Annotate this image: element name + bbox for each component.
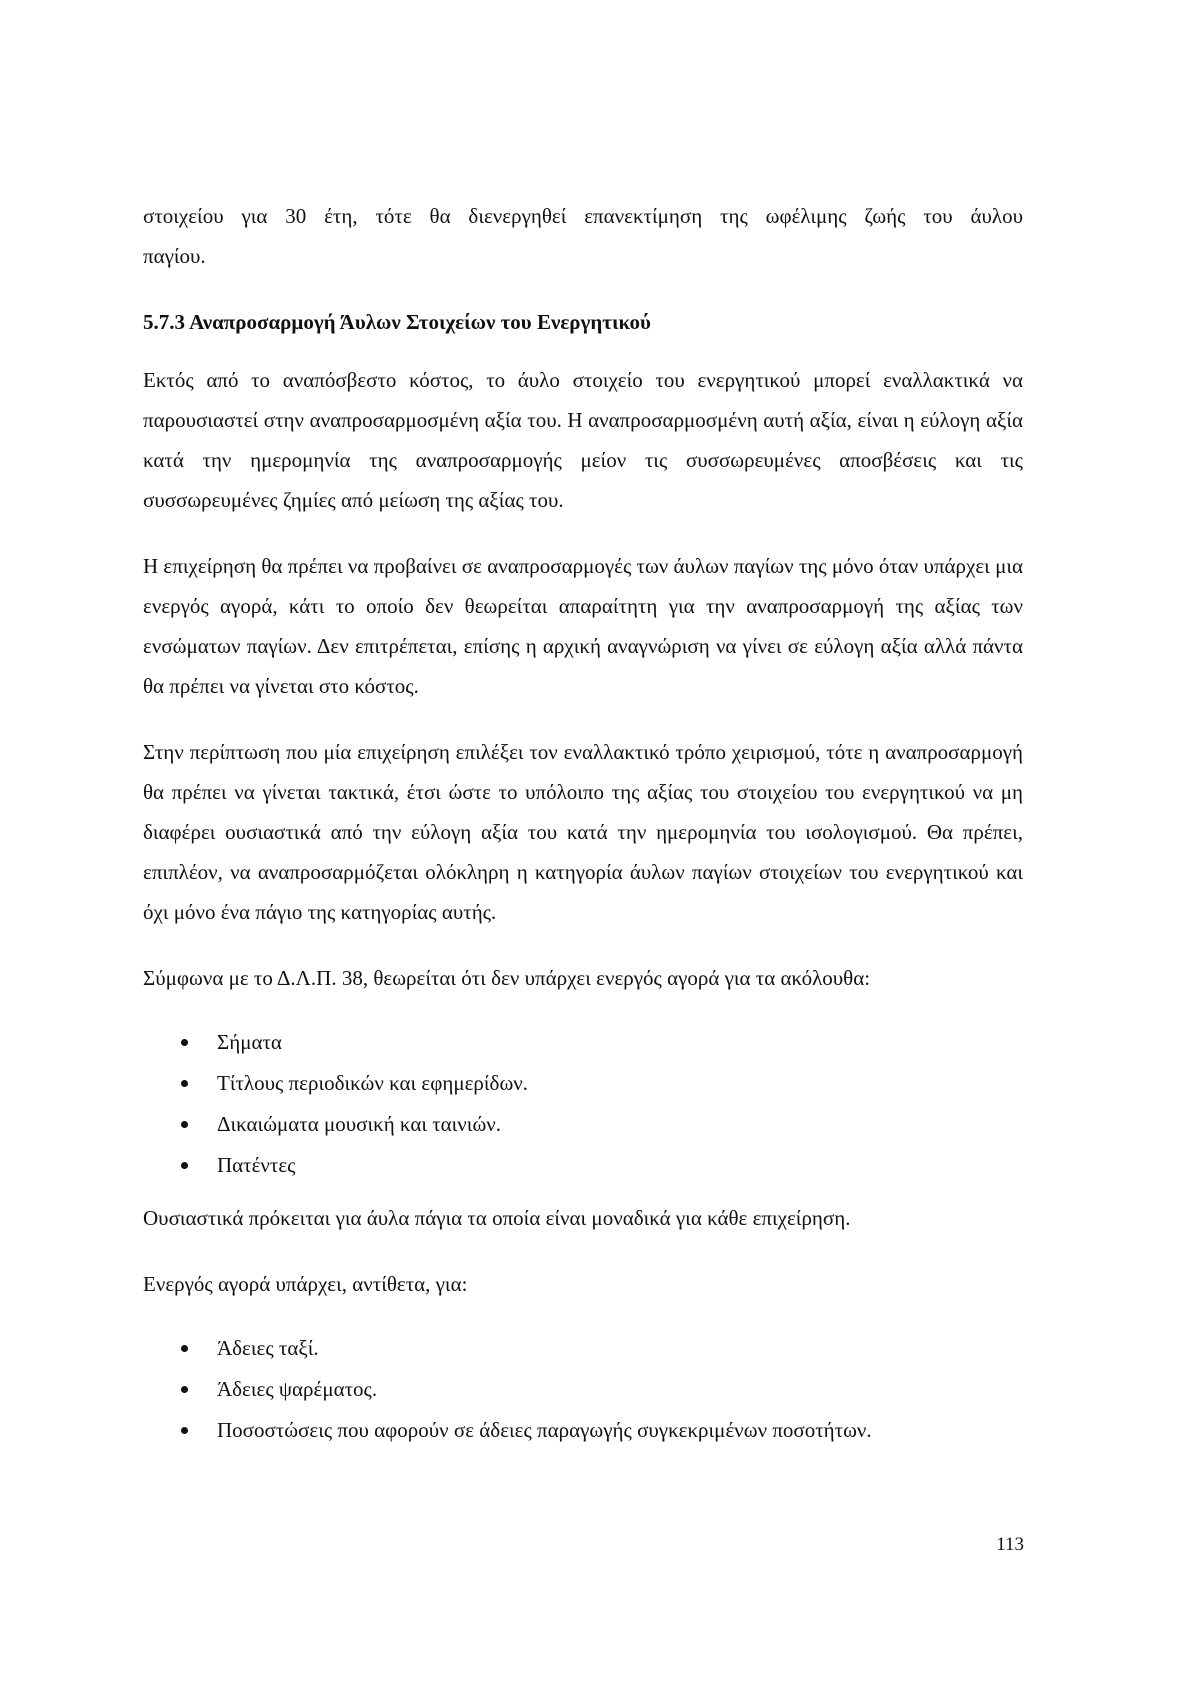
intro-line: στοιχείου για 30 έτη, τότε θα διενεργηθεί επανεκτίμηση της ωφέλιμης ζωής του άυλου	[143, 204, 1023, 228]
list-item: Άδειες ταξί.	[143, 1328, 1023, 1369]
bullet-icon	[181, 1427, 188, 1434]
bullet-icon	[181, 1080, 188, 1087]
list-item: Σήματα	[143, 1022, 1023, 1063]
list-item: Άδειες ψαρέματος.	[143, 1369, 1023, 1410]
bullet-icon	[181, 1039, 188, 1046]
paragraph-active-market	[143, 546, 1023, 706]
list-intro-no-market: Σύμφωνα με το Δ.Λ.Π. 38, θεωρείται ότι δεν υπάρχει ενεργός αγορά για τα ακόλουθα:	[143, 966, 871, 990]
no-market-list	[143, 1022, 1023, 1186]
active-market-list	[143, 1328, 1023, 1451]
list-intro-active-market: Ενεργός αγορά υπάρχει, αντίθετα, για:	[143, 1272, 468, 1296]
section-heading: 5.7.3 Αναπροσαρμογή Άυλων Στοιχείων του Ενεργητικού	[143, 310, 651, 334]
bullet-icon	[181, 1162, 188, 1169]
bullet-icon	[181, 1345, 188, 1352]
document-page	[143, 196, 1023, 1463]
intro-line: παγίου.	[143, 244, 206, 268]
body-paragraph: Η επιχείρηση θα πρέπει να προβαίνει σε αναπροσαρμογές των άυλων παγίων της μόνο όταν υπάρχει μια ενεργός αγορά, κάτι το οποίο δεν θεωρείται απαραίτητη για την αναπροσαρμογή της αξίας των ενσώματων παγίων. Δεν επιτρέπεται, επίσης η αρχική αναγνώριση να γίνει σε εύλογη αξία αλλά πάντα θα πρέπει να γίνεται στο κόστος.	[143, 554, 1023, 698]
body-paragraph: Εκτός από το αναπόσβεστο κόστος, το άυλο στοιχείο του ενεργητικού μπορεί εναλλακτικά να παρουσιαστεί στην αναπροσαρμοσμένη αξία του. Η αναπροσαρμοσμένη αυτή αξία, είναι η εύλογη αξία κατά την ημερομηνία της αναπροσαρμογής μείον τις συσσωρευμένες αποσβέσεις και τις συσσωρευμένες ζημίες από μείωση της αξίας του.	[143, 368, 1023, 512]
summary-line: Ουσιαστικά πρόκειται για άυλα πάγια τα οποία είναι μοναδικά για κάθε επιχείρηση.	[143, 1206, 851, 1230]
bullet-icon	[181, 1121, 188, 1128]
page-number: 113	[996, 1534, 1024, 1555]
list-item: Τίτλους περιοδικών και εφημερίδων.	[143, 1063, 1023, 1104]
paragraph-revaluation	[143, 360, 1023, 520]
list-item: Πατέντες	[143, 1145, 1023, 1186]
intro-paragraph	[143, 196, 1023, 276]
body-paragraph: Στην περίπτωση που μία επιχείρηση επιλέξει τον εναλλακτικό τρόπο χειρισμού, τότε η αναπροσαρμογή θα πρέπει να γίνεται τακτικά, έτσι ώστε το υπόλοιπο της αξίας του στοιχείου του ενεργητικού να μη διαφέρει ουσιαστικά από την εύλογη αξία του κατά την ημερομηνία του ισολογισμού. Θα πρέπει, επιπλέον, να αναπροσαρμόζεται ολόκληρη η κατηγορία άυλων παγίων στοιχείων του ενεργητικού και όχι μόνο ένα πάγιο της κατηγορίας αυτής.	[143, 740, 1023, 924]
list-item: Ποσοστώσεις που αφορούν σε άδειες παραγωγής συγκεκριμένων ποσοτήτων.	[143, 1410, 1023, 1451]
bullet-icon	[181, 1386, 188, 1393]
list-item: Δικαιώματα μουσική και ταινιών.	[143, 1104, 1023, 1145]
paragraph-alternative-method	[143, 732, 1023, 932]
